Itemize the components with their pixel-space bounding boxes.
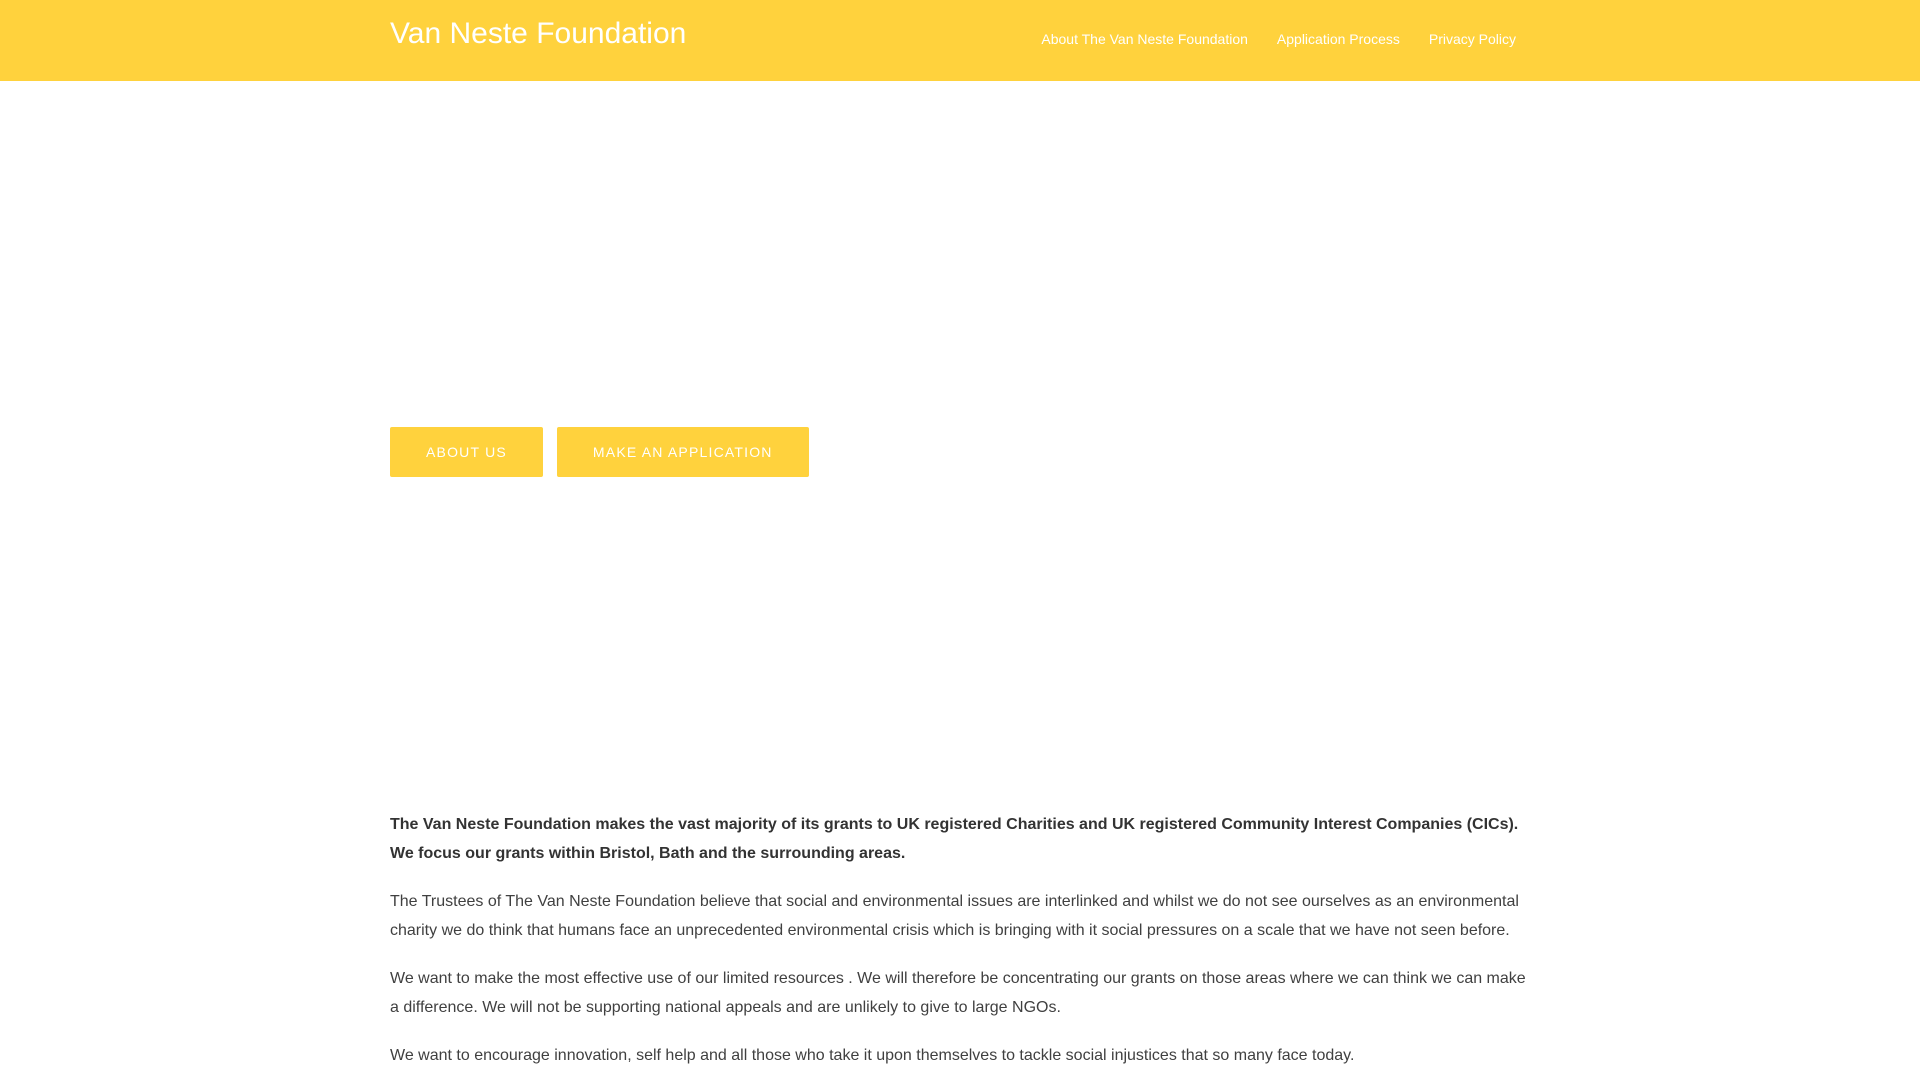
main-nav — [1012, 31, 1516, 47]
make-application-button[interactable]: MAKE AN APPLICATION — [557, 427, 809, 477]
intro-paragraph: The Van Neste Foundation makes the vast majority of its grants to UK registered Charities and UK registered Community Interest Companies (CICs). We focus our grants within Bristol, Bath and the surrounding areas. — [390, 816, 1519, 862]
body-paragraph: We want to make the most effective use of our limited resources . We will therefore be concentrating our grants on those areas where we can think we can make a difference. We will not be supporting national appeals and are unlikely to give to large NGOs. — [390, 970, 1526, 1016]
site-header — [0, 0, 1920, 81]
hero-buttons — [390, 427, 823, 477]
nav-item-privacy-policy[interactable]: Privacy Policy — [1428, 31, 1516, 47]
nav-item-application-process[interactable]: Application Process — [1276, 31, 1400, 47]
body-paragraph: We want to encourage innovation, self help and all those who take it upon themselves to tackle social injustices that so many face today. — [390, 1047, 1355, 1064]
site-title[interactable]: Van Neste Foundation — [390, 17, 687, 50]
about-us-button[interactable]: ABOUT US — [390, 427, 543, 477]
body-paragraph: The Trustees of The Van Neste Foundation believe that social and environmental issues are interlinked and whilst we do not see ourselves as an environmental charity we do think that humans face an unprecedented environmental crisis which is bringing with it social pressures on a scale that we have not seen before. — [390, 893, 1519, 939]
main-content — [390, 810, 1530, 1089]
nav-item-about[interactable]: About The Van Neste Foundation — [1041, 31, 1248, 47]
